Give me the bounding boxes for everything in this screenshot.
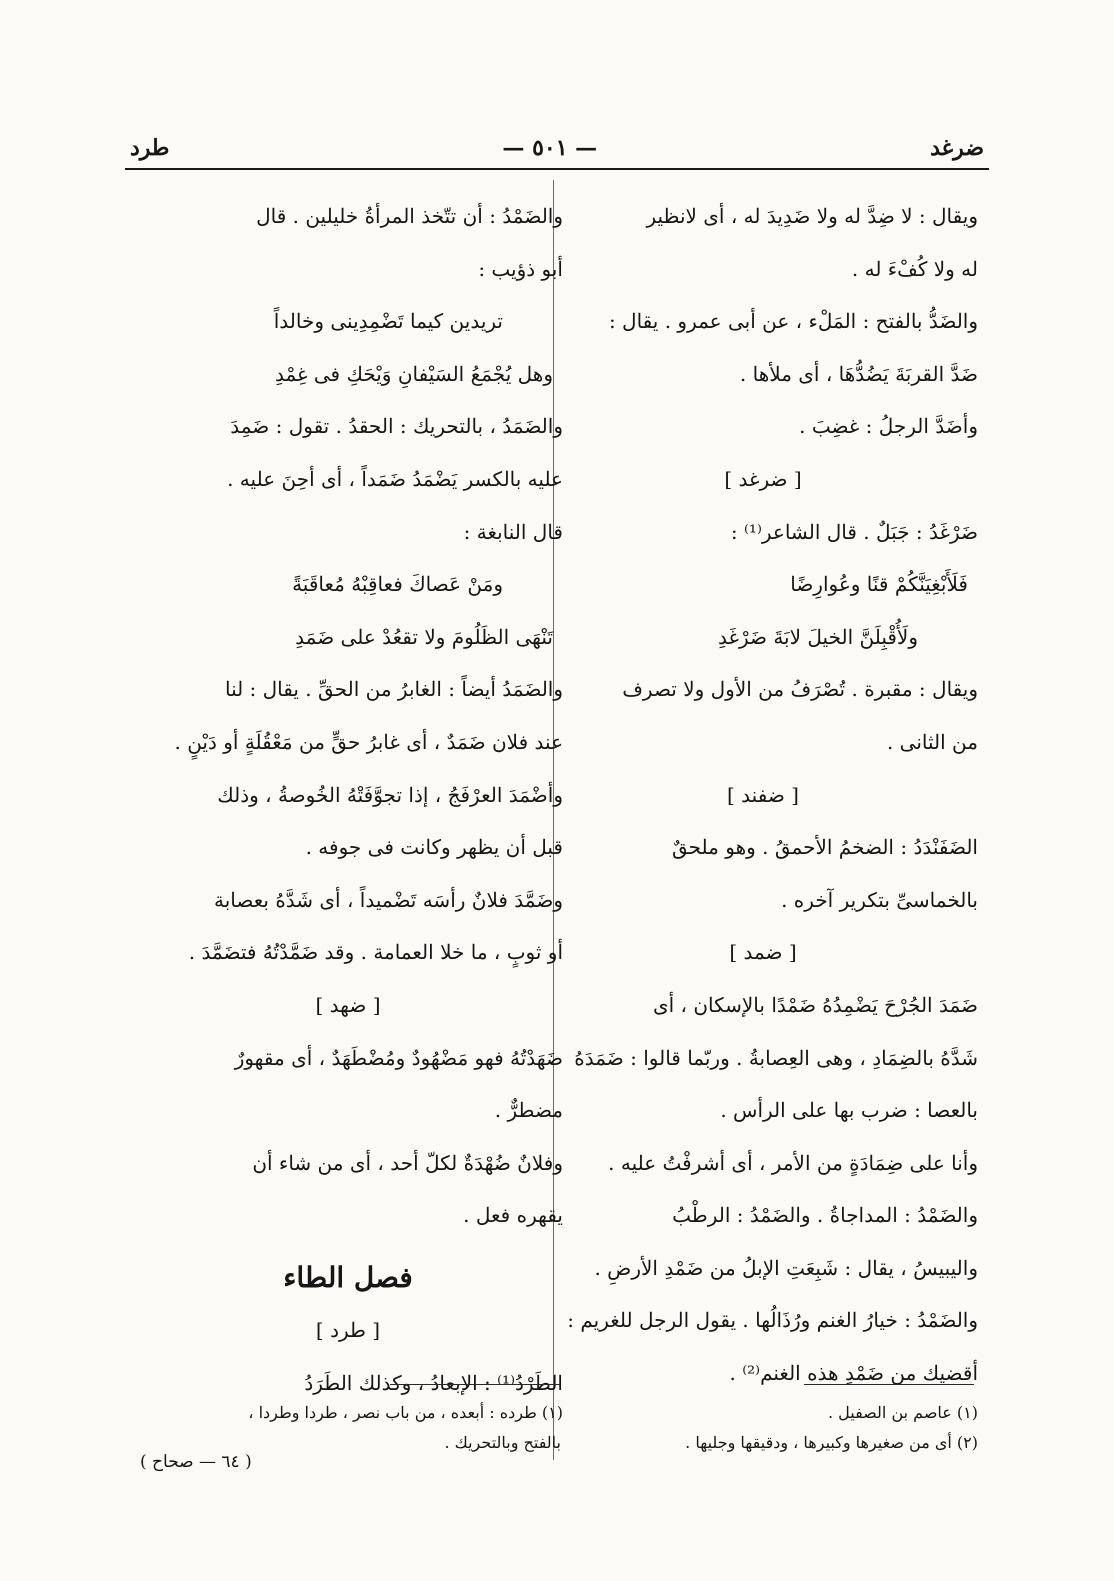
signature-mark: ( ٦٤ — صحاح ) <box>140 1452 252 1472</box>
text-line: الضَفَنْدَدُ : الضخمُ الأحمقُ . وهو ملحقٌ <box>671 835 978 860</box>
text-line: من الثانى . <box>886 729 978 754</box>
text-line: مضطرٌّ . <box>494 1098 563 1123</box>
text-line: بالخماسىِّ بتكرير آخره . <box>781 887 978 912</box>
text-line: واليبيسُ ، يقال : شَبِعَتِ الإبلُ من ضَمْدِ الأرضِ . <box>594 1255 978 1280</box>
text-line: قال النابغة : <box>463 519 563 544</box>
text-line: والضَمَدُ ، بالتحريك : الحقدُ . تقول : ضَمِدَ <box>230 414 563 439</box>
text-line: والضَمْدُ : أن تتّخذ المرأةُ خليلين . قال <box>256 204 563 228</box>
entry-heading: [ ضمد ] <box>729 940 797 965</box>
text-line: وفلانٌ ضُهْدَةٌ لكلّ أحد ، أى من شاء أن <box>252 1150 563 1175</box>
text-line: ويقال : لا ضِدَّ له ولا ضَدِيدَ له ، أى لانظير <box>646 204 978 228</box>
header-right-word: ضرغد <box>930 135 984 161</box>
entry-heading: [ ضفند ] <box>727 782 799 807</box>
entry-heading: [ ضرغد ] <box>724 466 802 491</box>
text-line: بالعصا : ضرب بها على الرأس . <box>720 1098 978 1123</box>
entry-heading: [ طرد ] <box>315 1318 381 1343</box>
text-line: قبل أن يظهر وكانت فى جوفه . <box>305 835 563 860</box>
header-left-word: طرد <box>130 135 170 161</box>
text-line: ضَهَدْتُهُ فهو مَضْهُودٌ ومُضْطَهَدٌ ، أى مقهورٌ <box>234 1045 563 1070</box>
text-line: وضَمَّدَ فلانٌ رأسَه تَضْميداً ، أى شَدَّهُ بعصابة <box>214 887 563 912</box>
text-line: ضَرْغَدُ : جَبَلٌ . قال الشاعر⁽¹⁾ : <box>730 519 978 544</box>
text-line: ضَمَدَ الجُرْحَ يَضْمِدُهُ ضَمْدًا بالإسكان ، أى <box>652 992 978 1017</box>
text-line: له ولا كُفْءَ له . <box>851 256 978 281</box>
left-column <box>133 190 563 1410</box>
text-line: يقهره فعل . <box>463 1203 563 1228</box>
footnote-rule-left <box>390 1384 560 1385</box>
text-line: وأنا على ضِمَادَةٍ من الأمر ، أى أشرفْتُ عليه . <box>608 1150 978 1175</box>
verse-line: ولَأُقْبِلَنَّ الخيلَ لابَةَ ضَرْغَدِ <box>718 624 918 649</box>
footnote-rule-right <box>804 1384 974 1385</box>
footnote: (١) طرده : أبعده ، من باب نصر ، طردا وطردا ، <box>248 1403 563 1422</box>
entry-heading: [ ضهد ] <box>315 992 381 1017</box>
text-line: والضَمْدُ : خيارُ الغنم ورُذَالُها . يقول الرجل للغريم : <box>567 1308 978 1333</box>
text-line: والضَمْدُ : المداجاةُ . والضَمْدُ : الرطْبُ <box>672 1203 978 1228</box>
text-line: شَدَّهُ بالضِمَادِ ، وهى العِصابةُ . وربّما قالوا : ضَمَدَهُ <box>574 1045 978 1070</box>
verse-line: فَلَأَبْغِيَنَّكُمْ قنًا وعُوارِضًا <box>790 572 968 597</box>
text-line: وأضْمَدَ العرْفَجُ ، إذا تجوَّفَتْهُ الخُوصةُ ، وذلك <box>217 782 563 807</box>
footnote: بالفتح وبالتحريك . <box>444 1433 561 1452</box>
text-line: والضَدُّ بالفتح : المَلْء ، عن أبى عمرو . يقال : <box>608 309 978 334</box>
text-line: أبو ذؤيب : <box>478 256 563 281</box>
text-line: ويقال : مقبرة . تُصْرَفُ من الأول ولا تصرف <box>622 677 978 702</box>
section-heading: فصل الطاء <box>283 1260 413 1294</box>
footnotes-right <box>548 1398 978 1458</box>
verse-line: ومَنْ عَصاكَ فعاقِبْهُ مُعاقَبَةً <box>292 572 503 597</box>
text-line: عند فلان ضَمَدٌ ، أى غابرُ حقٍّ من مَعْقُلَةٍ أو دَيْنٍ . <box>174 729 563 754</box>
text-line: وأضَدَّ الرجلُ : غضِبَ . <box>799 414 978 439</box>
verse-line: وهل يُجْمَعُ السَيْفانِ وَيْحَكِ فى غِمْدِ <box>275 361 553 386</box>
text-line: ضَدَّ القربَةَ يَضُدُّهَا ، أى ملأها . <box>739 361 978 386</box>
text-line: عليه بالكسر يَضْمَدُ ضَمَداً ، أى أحِنَ عليه . <box>227 466 563 491</box>
page-number: — ٥٠١ — <box>502 135 598 161</box>
verse-line: تريدين كيما تَضْمِدِينى وخالداً <box>273 309 503 334</box>
text-line: أقضيك من ضَمْدِ هذه الغنم⁽²⁾ . <box>729 1361 978 1386</box>
text-line: والضَمَدُ أيضاً : الغابرُ من الحقِّ . يقال : لنا <box>224 677 563 702</box>
text-line: أو ثوبٍ ، ما خلا العمامة . وقد ضَمَّدْتُهُ فتضَمَّدَ . <box>188 940 563 965</box>
text-line: الطَرْدُ⁽¹⁾ : الإبعادُ ، وكذلك الطَرَدُ <box>304 1371 563 1396</box>
footnotes-left <box>133 1398 563 1458</box>
footnote: (١) عاصم بن الصفيل . <box>827 1403 978 1422</box>
right-column <box>548 190 978 1400</box>
header-rule <box>125 168 989 170</box>
verse-line: تَنْهَى الظَلُومَ ولا تقعُدْ على ضَمَدِ <box>295 624 553 649</box>
page-header <box>130 128 984 168</box>
footnote: (٢) أى من صغيرها وكبيرها ، ودقيقها وجليها . <box>685 1433 978 1452</box>
